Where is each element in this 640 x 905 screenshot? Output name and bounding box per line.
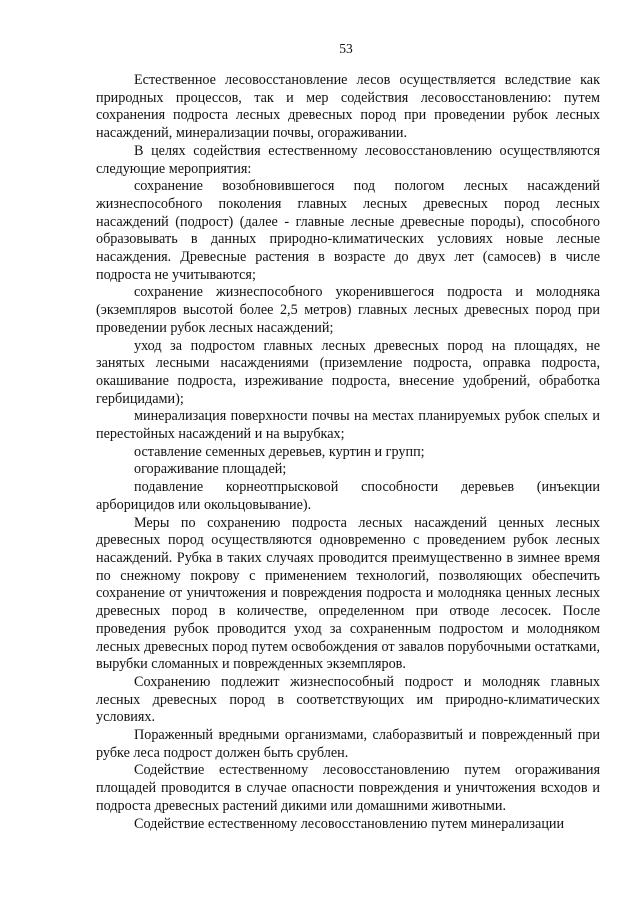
paragraph: Меры по сохранению подроста лесных насаждений ценных лесных древесных пород осуществляются одновременно с проведением рубок лесных насаждений. Рубка в таких случаях проводится преимущественно в зимнее время по снежному покрову с применением технологий, позволяющих обеспечить сохранение от уничтожения и повреждения подроста и молодняка ценных лесных древесных пород в количестве, определенном при отводе лесосек. После проведения рубок проводится уход за сохраненным подростом и молодняком лесных древесных пород путем освобождения от завалов порубочными остатками, вырубки сломанных и поврежденных экземпляров. [96, 514, 600, 673]
paragraph: Сохранению подлежит жизнеспособный подрост и молодняк главных лесных древесных пород в соответствующих им природно-климатических условиях. [96, 673, 600, 726]
page-number: 53 [339, 41, 353, 56]
paragraph: Естественное лесовосстановление лесов осуществляется вследствие как природных процессов, так и мер содействия лесовосстановлению: путем сохранения подроста лесных древесных пород при проведении рубок лесных насаждений, минерализации почвы, огораживании. [96, 72, 600, 142]
list-item: уход за подростом главных лесных древесных пород на площадях, не занятых лесными насаждениями (приземление подроста, оправка подроста, окашивание подроста, изреживание подроста, внесение удобрений, обработка гербицидами); [96, 337, 600, 407]
list-item: сохранение жизнеспособного укоренившегося подроста и молодняка (экземпляров высотой более 2,5 метров) главных лесных древесных пород при проведении рубок лесных насаждений; [96, 284, 600, 336]
paragraph: Содействие естественному лесовосстановлению путем огораживания площадей проводится в случае опасности повреждения и уничтожения всходов и подроста древесных растений дикими или домашними животными. [96, 762, 600, 814]
list-item: оставление семенных деревьев, куртин и групп; [134, 443, 425, 460]
list-item: огораживание площадей; [134, 461, 287, 478]
list-item: подавление корнеотпрысковой способности деревьев (инъекции арборицидов или окольцовывание). [96, 479, 600, 513]
paragraph: Содействие естественному лесовосстановлению путем минерализации [134, 815, 565, 832]
list-item: минерализация поверхности почвы на местах планируемых рубок спелых и перестойных насаждений и на вырубках; [96, 408, 600, 443]
paragraph: Пораженный вредными организмами, слаборазвитый и поврежденный при рубке леса подрост должен быть срублен. [96, 727, 600, 761]
paragraph: В целях содействия естественному лесовосстановлению осуществляются следующие мероприятия: [96, 142, 600, 177]
list-item: сохранение возобновившегося под пологом лесных насаждений жизнеспособного поколения главных лесных древесных пород лесных насаждений (подрост) (далее - главные лесные древесные породы), способного образовывать в данных природно-климатических условиях новые лесные насаждения. Древесные растения в возрасте до двух лет (самосев) в числе подроста не учитываются; [96, 178, 600, 283]
